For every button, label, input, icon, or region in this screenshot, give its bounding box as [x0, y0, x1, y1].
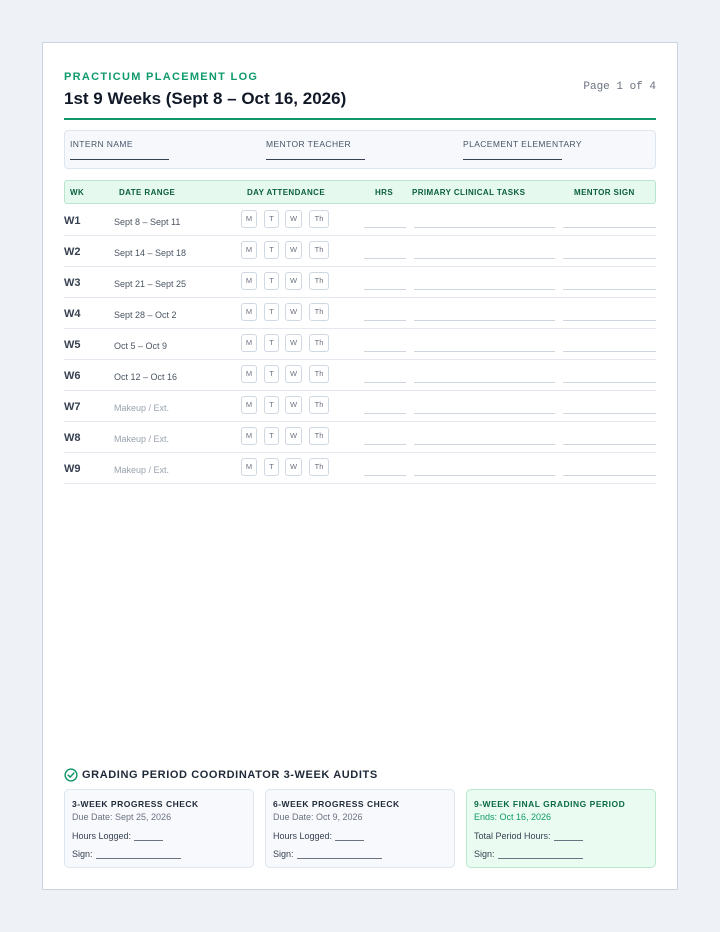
mentor-teacher-label: MENTOR TEACHER: [266, 139, 352, 149]
week-label: W7: [64, 401, 81, 413]
day-checkbox-w[interactable]: W: [285, 272, 302, 290]
day-checkbox-t[interactable]: T: [264, 427, 279, 445]
day-checkbox-w[interactable]: W: [285, 396, 302, 414]
table-row: [64, 329, 656, 360]
hours-blank[interactable]: [364, 413, 406, 414]
audit-card-title: 9-WEEK FINAL GRADING PERIOD: [474, 799, 626, 809]
table-row: [64, 298, 656, 329]
sign-blank[interactable]: [96, 851, 181, 859]
day-checkbox-w[interactable]: W: [285, 303, 302, 321]
day-checkbox-m[interactable]: M: [241, 210, 257, 228]
mentor-sign-blank[interactable]: [563, 351, 656, 352]
week-label: W2: [64, 246, 81, 258]
mentor-sign-blank[interactable]: [563, 382, 656, 383]
audit-card-6-week: [265, 789, 455, 868]
date-range: Oct 12 – Oct 16: [114, 372, 178, 382]
table-row: [64, 422, 656, 453]
intern-name-field[interactable]: [70, 139, 169, 160]
audit-card-title: 3-WEEK PROGRESS CHECK: [72, 799, 199, 809]
sign-field[interactable]: [474, 849, 583, 859]
day-checkbox-m[interactable]: M: [241, 272, 257, 290]
audit-card-title: 6-WEEK PROGRESS CHECK: [273, 799, 400, 809]
day-checkbox-th[interactable]: Th: [309, 365, 329, 383]
day-checkbox-th[interactable]: Th: [309, 458, 329, 476]
date-range: Makeup / Ext.: [114, 434, 170, 444]
date-range: Makeup / Ext.: [114, 403, 170, 413]
week-label: W5: [64, 339, 81, 351]
hours-logged-blank[interactable]: [134, 833, 163, 841]
date-range: Oct 5 – Oct 9: [114, 341, 168, 351]
day-checkbox-m[interactable]: M: [241, 303, 257, 321]
intern-name-label: INTERN NAME: [70, 139, 133, 149]
clinical-tasks-blank[interactable]: [414, 289, 555, 290]
clinical-tasks-blank[interactable]: [414, 351, 555, 352]
mentor-sign-blank[interactable]: [563, 413, 656, 414]
hours-logged-label: Hours Logged:: [273, 831, 333, 841]
column-header-mentor-sign: MENTOR SIGN: [574, 188, 635, 197]
sign-blank[interactable]: [498, 851, 583, 859]
date-range: Makeup / Ext.: [114, 465, 170, 475]
audit-card-9-week-final: [466, 789, 656, 868]
day-checkbox-w[interactable]: W: [285, 365, 302, 383]
day-checkbox-t[interactable]: T: [264, 272, 279, 290]
week-label: W8: [64, 432, 81, 444]
day-checkbox-t[interactable]: T: [264, 396, 279, 414]
day-checkbox-t[interactable]: T: [264, 334, 279, 352]
sign-label: Sign:: [273, 849, 294, 859]
check-circle-icon: [64, 768, 78, 782]
clinical-tasks-blank[interactable]: [414, 475, 555, 476]
day-checkbox-w[interactable]: W: [285, 458, 302, 476]
total-period-hours-blank[interactable]: [554, 833, 583, 841]
day-checkbox-m[interactable]: M: [241, 458, 257, 476]
clinical-tasks-blank[interactable]: [414, 320, 555, 321]
sign-field[interactable]: [273, 849, 382, 859]
day-checkbox-m[interactable]: M: [241, 241, 257, 259]
hours-logged-field[interactable]: [72, 831, 163, 841]
sign-blank[interactable]: [297, 851, 382, 859]
audit-card-end-date: Ends: Oct 16, 2026: [474, 812, 552, 822]
audits-title: GRADING PERIOD COORDINATOR 3-WEEK AUDITS: [82, 769, 378, 781]
page-number: Page 1 of 4: [583, 81, 656, 93]
sign-field[interactable]: [72, 849, 181, 859]
hours-blank[interactable]: [364, 382, 406, 383]
day-checkbox-th[interactable]: Th: [309, 334, 329, 352]
mentor-sign-blank[interactable]: [563, 289, 656, 290]
mentor-sign-blank[interactable]: [563, 258, 656, 259]
mentor-teacher-blank[interactable]: [266, 159, 365, 160]
table-row: [64, 360, 656, 391]
audit-card-due-date: Due Date: Oct 9, 2026: [273, 812, 363, 822]
table-row: [64, 267, 656, 298]
hours-logged-blank[interactable]: [335, 833, 364, 841]
mentor-sign-blank[interactable]: [563, 444, 656, 445]
week-label: W4: [64, 308, 81, 320]
total-period-hours-field[interactable]: [474, 831, 583, 841]
day-checkbox-t[interactable]: T: [264, 365, 279, 383]
day-checkbox-m[interactable]: M: [241, 365, 257, 383]
day-checkbox-m[interactable]: M: [241, 396, 257, 414]
hours-blank[interactable]: [364, 320, 406, 321]
total-period-hours-label: Total Period Hours:: [474, 831, 551, 841]
day-checkbox-w[interactable]: W: [285, 427, 302, 445]
day-checkbox-m[interactable]: M: [241, 334, 257, 352]
audit-card-3-week: [64, 789, 254, 868]
hours-blank[interactable]: [364, 227, 406, 228]
clinical-tasks-blank[interactable]: [414, 227, 555, 228]
sign-label: Sign:: [72, 849, 93, 859]
title-divider: [64, 118, 656, 120]
page-title: 1st 9 Weeks (Sept 8 – Oct 16, 2026): [64, 89, 347, 108]
day-checkbox-w[interactable]: W: [285, 210, 302, 228]
day-checkbox-t[interactable]: T: [264, 241, 279, 259]
date-range: Sept 14 – Sept 18: [114, 248, 187, 258]
audit-card-due-date: Due Date: Sept 25, 2026: [72, 812, 172, 822]
placement-elementary-label: PLACEMENT ELEMENTARY: [463, 139, 583, 149]
placement-elementary-field[interactable]: [463, 139, 582, 160]
table-row: [64, 205, 656, 236]
day-checkbox-w[interactable]: W: [285, 241, 302, 259]
mentor-teacher-field[interactable]: [266, 139, 365, 160]
column-header-wk: WK: [70, 188, 85, 197]
day-checkbox-th[interactable]: Th: [309, 241, 329, 259]
hours-logged-label: Hours Logged:: [72, 831, 132, 841]
hours-blank[interactable]: [364, 351, 406, 352]
hours-blank[interactable]: [364, 258, 406, 259]
day-checkbox-th[interactable]: Th: [309, 272, 329, 290]
day-checkbox-th[interactable]: Th: [309, 210, 329, 228]
clinical-tasks-blank[interactable]: [414, 413, 555, 414]
column-header-day-attendance: DAY ATTENDANCE: [247, 188, 326, 197]
date-range: Sept 8 – Sept 11: [114, 217, 181, 227]
mentor-sign-blank[interactable]: [563, 475, 656, 476]
date-range: Sept 28 – Oct 2: [114, 310, 177, 320]
clinical-tasks-blank[interactable]: [414, 444, 555, 445]
table-row: [64, 236, 656, 267]
hours-blank[interactable]: [364, 444, 406, 445]
clinical-tasks-blank[interactable]: [414, 382, 555, 383]
intern-info-panel: [64, 130, 656, 169]
column-header-primary-clinical-tasks: PRIMARY CLINICAL TASKS: [412, 188, 526, 197]
week-label: W3: [64, 277, 81, 289]
week-label: W6: [64, 370, 81, 382]
table-row: [64, 391, 656, 422]
placement-elementary-blank[interactable]: [463, 159, 562, 160]
log-page: [42, 42, 678, 890]
week-label: W9: [64, 463, 81, 475]
day-checkbox-th[interactable]: Th: [309, 396, 329, 414]
sign-label: Sign:: [474, 849, 495, 859]
log-eyebrow: PRACTICUM PLACEMENT LOG: [64, 71, 259, 83]
day-checkbox-t[interactable]: T: [264, 303, 279, 321]
column-header-date-range: DATE RANGE: [119, 188, 176, 197]
clinical-tasks-blank[interactable]: [414, 258, 555, 259]
table-row: [64, 453, 656, 484]
day-checkbox-w[interactable]: W: [285, 334, 302, 352]
week-label: W1: [64, 215, 81, 227]
day-checkbox-t[interactable]: T: [264, 458, 279, 476]
date-range: Sept 21 – Sept 25: [114, 279, 187, 289]
table-header: [64, 180, 656, 204]
column-header-hrs: HRS: [375, 188, 394, 197]
hours-blank[interactable]: [364, 475, 406, 476]
hours-blank[interactable]: [364, 289, 406, 290]
day-checkbox-th[interactable]: Th: [309, 303, 329, 321]
mentor-sign-blank[interactable]: [563, 227, 656, 228]
intern-name-blank[interactable]: [70, 159, 169, 160]
hours-logged-field[interactable]: [273, 831, 364, 841]
mentor-sign-blank[interactable]: [563, 320, 656, 321]
day-checkbox-m[interactable]: M: [241, 427, 257, 445]
day-checkbox-th[interactable]: Th: [309, 427, 329, 445]
day-checkbox-t[interactable]: T: [264, 210, 279, 228]
